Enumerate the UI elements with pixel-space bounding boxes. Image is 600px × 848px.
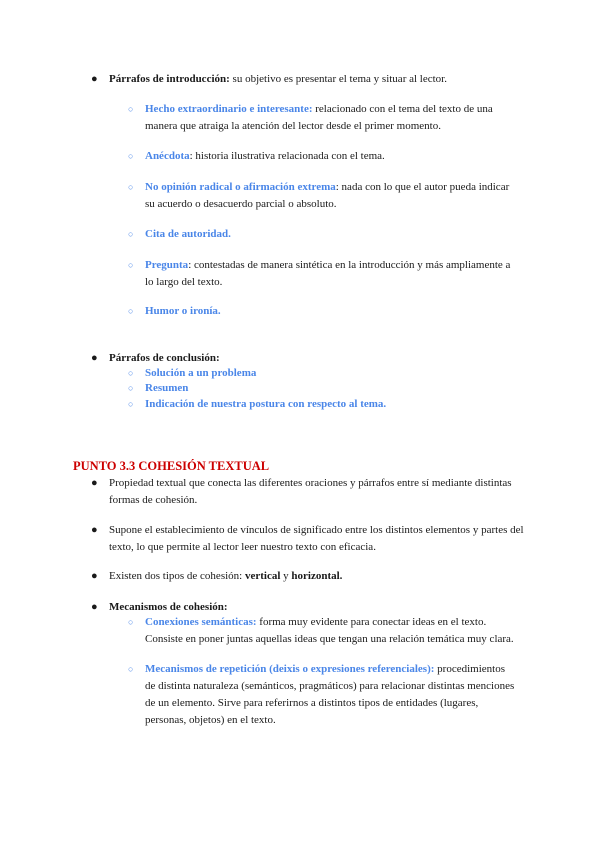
cohesion-text-1: Propiedad textual que conecta las diferentes oraciones y párrafos entre sí mediante distintas formas de cohesión. — [109, 477, 512, 506]
mechanism-title: Conexiones semánticas: — [145, 616, 257, 628]
intro-item-text: : contestadas de manera sintética en la introducción y más ampliamente a lo largo del texto. — [145, 259, 511, 288]
bullet-icon: ● — [91, 73, 98, 85]
circle-bullet-icon: ○ — [128, 617, 134, 627]
intro-text: su objetivo es presentar el tema y situar al lector. — [229, 73, 447, 85]
intro-item-text: relacionado con el tema del texto de una manera que atraiga la atención del lector desde el primer momento. — [145, 103, 493, 132]
bullet-icon: ● — [91, 570, 98, 582]
section-heading: PUNTO 3.3 COHESIÓN TEXTUAL — [73, 459, 270, 473]
conclusion-item-text: Indicación de nuestra postura con respecto al tema. — [145, 398, 387, 410]
bullet-icon: ● — [91, 601, 98, 613]
conclusion-item-text: Solución a un problema — [145, 367, 257, 379]
bullet-icon: ● — [91, 524, 98, 536]
conclusion-item-text: Resumen — [145, 382, 189, 394]
circle-bullet-icon: ○ — [128, 664, 134, 674]
conclusion-label: Párrafos de conclusión: — [109, 352, 220, 364]
circle-bullet-icon: ○ — [128, 229, 134, 239]
cohesion-vertical: vertical — [244, 570, 281, 582]
intro-item-text: : historia ilustrativa relacionada con el tema. — [189, 150, 385, 162]
intro-item-title: No opinión radical o afirmación extrema — [145, 181, 336, 193]
circle-bullet-icon: ○ — [128, 260, 134, 270]
circle-bullet-icon: ○ — [128, 399, 134, 409]
cohesion-text-3: Existen dos tipos de cohesión: — [109, 570, 245, 582]
intro-item-title: Hecho extraordinario e interesante: — [145, 103, 313, 115]
intro-item-text: : nada con lo que el autor pueda indicar su acuerdo o desacuerdo parcial o absoluto. — [145, 181, 510, 210]
cohesion-horizontal: horizontal. — [291, 570, 343, 582]
circle-bullet-icon: ○ — [128, 151, 134, 161]
intro-item-title: Humor o ironía. — [145, 305, 221, 317]
circle-bullet-icon: ○ — [128, 383, 134, 393]
mechanism-text: forma muy evidente para conectar ideas en el texto. Consiste en poner juntas aquellas ideas que tengan una relación temática muy clara. — [145, 616, 514, 645]
circle-bullet-icon: ○ — [128, 182, 134, 192]
mechanisms-label: Mecanismos de cohesión: — [109, 601, 228, 613]
bullet-icon: ● — [91, 352, 98, 364]
intro-item-title: Cita de autoridad. — [145, 228, 231, 240]
mechanism-title: Mecanismos de repetición (deixis o expresiones referenciales): — [145, 663, 435, 675]
mechanism-text: procedimientos de distinta naturaleza (semánticos, pragmáticos) para relacionar distintas menciones de un elemento. Sirve para referirnos a distintos tipos de entidades (lugares, personas, objetos) en el texto. — [145, 663, 515, 726]
circle-bullet-icon: ○ — [128, 368, 134, 378]
intro-item-title: Pregunta — [145, 259, 189, 271]
bullet-icon: ● — [91, 477, 98, 489]
cohesion-text-2: Supone el establecimiento de vínculos de significado entre los distintos elementos y partes del texto, lo que permite al lector leer nuestro texto con eficacia. — [109, 524, 524, 553]
intro-item-title: Anécdota — [145, 150, 190, 162]
cohesion-and: y — [280, 570, 292, 582]
intro-label: Párrafos de introducción: — [109, 73, 230, 85]
circle-bullet-icon: ○ — [128, 104, 134, 114]
circle-bullet-icon: ○ — [128, 306, 134, 316]
